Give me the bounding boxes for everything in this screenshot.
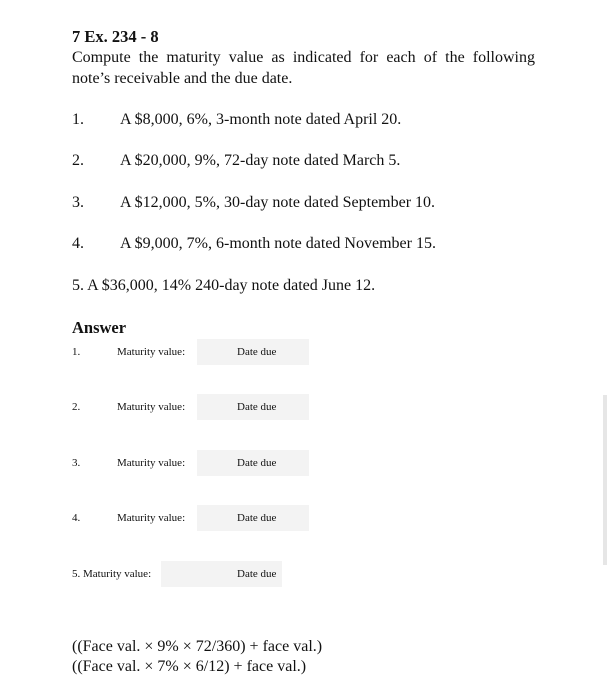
problem-2-text: A $20,000, 9%, 72-day note dated March 5. (120, 152, 401, 169)
problem-3-number: 3. (72, 194, 84, 211)
answer-4-date-due-label: Date due (237, 512, 277, 524)
answer-3-maturity-label: Maturity value: (117, 457, 186, 469)
problem-3-text: A $12,000, 5%, 30-day note dated September 10. (120, 194, 436, 211)
exercise-title: 7 Ex. 234 - 8 (72, 27, 159, 46)
answer-3-date-due-label: Date due (237, 457, 277, 469)
answer-2-maturity-label: Maturity value: (117, 401, 186, 413)
answer-1-number: 1. (72, 346, 81, 358)
formula-line-1: ((Face val. × 9% × 72/360) + face val.) (72, 638, 323, 655)
answer-4-number: 4. (72, 512, 81, 524)
instructions: Compute the maturity value as indicated for each of the following note’s receivable and the due date. (72, 49, 535, 87)
answer-2-number: 2. (72, 401, 81, 413)
answer-4-maturity-label: Maturity value: (117, 512, 186, 524)
formula-line-2: ((Face val. × 7% × 6/12) + face val.) (72, 658, 307, 675)
answer-3-number: 3. (72, 457, 81, 469)
problem-1-text: A $8,000, 6%, 3-month note dated April 20. (120, 111, 402, 128)
answer-2-date-due-label: Date due (237, 401, 277, 413)
answer-5-date-due-label: Date due (237, 568, 277, 580)
answer-heading: Answer (72, 318, 127, 337)
answer-5-maturity-label: 5. Maturity value: (72, 568, 152, 580)
problem-4-text: A $9,000, 7%, 6-month note dated November 15. (120, 235, 436, 252)
problem-5-text: 5. A $36,000, 14% 240-day note dated June 12. (72, 277, 376, 294)
problem-4-number: 4. (72, 235, 84, 252)
answer-1-maturity-label: Maturity value: (117, 346, 186, 358)
problem-2-number: 2. (72, 152, 84, 169)
scroll-edge (603, 395, 607, 565)
answer-1-date-due-label: Date due (237, 346, 277, 358)
problem-1-number: 1. (72, 111, 84, 128)
